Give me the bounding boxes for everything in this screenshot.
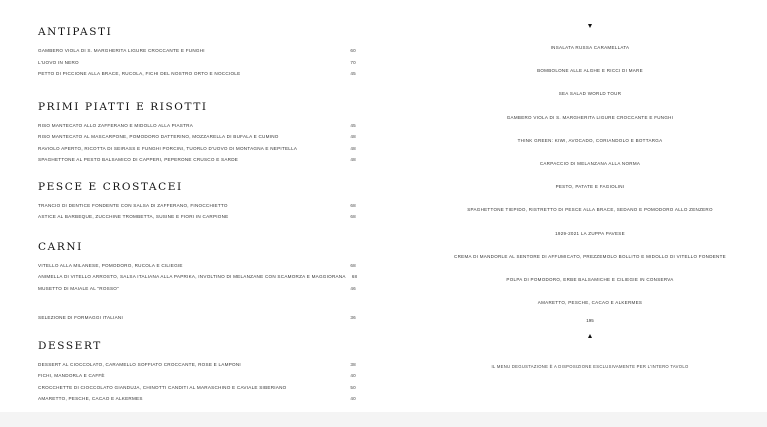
item-name: FICHI, MANDORLA E CAFFÈ — [38, 373, 105, 379]
menu-item — [38, 45, 356, 57]
item-price: 68 — [351, 274, 358, 280]
tasting-course: THINK GREEN: KIWI, AVOCADO, CORIANDOLO E BOTTARGA — [517, 137, 663, 143]
section-carni — [38, 241, 356, 324]
tasting-course: AMARETTO, PESCHE, CACAO E ALKERMES — [537, 300, 643, 306]
item-price: 36 — [350, 315, 356, 321]
menu-item — [38, 154, 356, 166]
item-name: PETTO DI PICCIONE ALLA BRACE, RUCOLA, FICHI DEL NOSTRO ORTO E NOCCIOLE — [38, 71, 241, 77]
menu-item — [38, 370, 356, 382]
menu-item — [38, 271, 356, 283]
item-price: 60 — [350, 48, 356, 54]
item-name: ASTICE AL BARBEQUE, ZUCCHINE TROMBETTA, SUSINE E FIORI IN CARPIONE — [38, 214, 229, 220]
item-price: 70 — [350, 59, 356, 65]
item-name: AMARETTO, PESCHE, CACAO E ALKERMES — [38, 396, 143, 402]
item-price: 38 — [350, 361, 356, 367]
item-price: 48 — [350, 145, 356, 151]
footer-band — [0, 412, 767, 427]
menu-item — [38, 120, 356, 132]
section-title: DESSERT — [38, 339, 102, 352]
item-price: 48 — [350, 157, 356, 163]
item-price: 68 — [350, 214, 356, 220]
item-name: VITELLO ALLA MILANESE, POMODORO, RUCOLA E CILIEGIE — [38, 262, 183, 268]
tasting-course: SPAGHETTONE TIEPIDO, RISTRETTO DI PESCE ALLA BRACE, SEDANO E POMODORO ALLO ZENZERO — [467, 207, 713, 213]
tasting-course: GAMBERO VIOLA DI S. MARGHERITA LIGURE CROCCANTE E FUNGHI — [506, 114, 674, 120]
item-name: TRANCIO DI DENTICE FONDENTE CON SALSA DI ZAFFERANO, FINOCCHIETTO — [38, 202, 228, 208]
item-price: 40 — [350, 396, 356, 402]
menu-item — [38, 393, 356, 405]
item-name: L'UOVO IN NERO — [38, 59, 79, 65]
item-name: GAMBERO VIOLA DI S. MARGHERITA LIGURE CROCCANTE E FUNGHI — [38, 48, 205, 54]
triangle-up-icon — [588, 334, 592, 338]
item-name: SPAGHETTONE AL PESTO BALSAMICO DI CAPPERI, PEPERONE CRUSCO E SARDE — [38, 157, 239, 163]
section-title: PESCE E CROSTACEI — [38, 180, 183, 193]
menu-item — [38, 211, 356, 223]
menu-item — [38, 200, 356, 212]
item-price: 46 — [350, 285, 356, 291]
section-title: ANTIPASTI — [38, 26, 113, 38]
tasting-course: BOMBOLONE ALLE ALGHE E RICCI DI MARE — [537, 68, 643, 74]
menu-item — [38, 143, 356, 155]
item-name: RAVIOLO APERTO, RICOTTA DI SEIRASS E FUNGHI PORCINI, TUORLO D'UOVO DI MONTAGNA E NEPITELLA — [38, 145, 298, 151]
item-price: 48 — [350, 134, 356, 140]
section-dessert — [38, 340, 356, 405]
menu-item — [38, 68, 356, 80]
item-price: 50 — [350, 384, 356, 390]
item-name: RISO MANTECATO ALLO ZAFFERANO E MIDOLLO ALLA PIASTRA — [38, 122, 194, 128]
item-price: 45 — [350, 71, 356, 77]
tasting-course: 1929-2021 LA ZUPPA PAVESE — [555, 230, 625, 236]
tasting-course: POLPA DI POMODORO, ERBE BALSAMICHE E CILIEGIE IN CONSERVA — [506, 276, 674, 282]
tasting-course: CARPACCIO DI MELANZANA ALLA NORMA — [539, 160, 641, 166]
item-name: RISO MANTECATO AL MASCARPONE, POMODORO DATTERINO, MOZZARELLA DI BUFALA E CUMINO — [38, 134, 279, 140]
tasting-course: INSALATA RUSSA CARAMELLATA — [550, 45, 630, 50]
section-pesce — [38, 181, 356, 223]
item-price: 40 — [350, 373, 356, 379]
item-price: 45 — [350, 122, 356, 128]
item-name: CROCCHETTE DI CIOCCOLATO GIANDUJA, CHINOTTI CANDITI AL MARASCHINO E CAVIALE SIBERIANO — [38, 384, 287, 390]
section-antipasti — [38, 26, 356, 80]
item-name: MUSETTO DI MAIALE AL "ROSSO" — [38, 285, 119, 291]
item-name: DESSERT AL CIOCCOLATO, CARAMELLO SOFFIATO CROCCANTE, ROSE E LAMPONI — [38, 361, 241, 367]
tasting-price: 195 — [586, 318, 594, 324]
tasting-menu-column — [425, 24, 755, 369]
section-title: PRIMI PIATTI E RISOTTI — [38, 100, 208, 113]
item-name: SELEZIONE DI FORMAGGI ITALIANI — [38, 315, 124, 321]
menu-item — [38, 131, 356, 143]
tasting-note: IL MENU DEGUSTAZIONE È A DISPOSIZIONE ESCLUSIVAMENTE PER L'INTERO TAVOLO — [491, 364, 689, 370]
tasting-course: PESTO, PATATE E FAGIOLINI — [555, 184, 625, 190]
menu-item — [38, 382, 356, 394]
menu-item — [38, 57, 356, 69]
item-price: 68 — [350, 262, 356, 268]
section-primi — [38, 101, 356, 166]
menu-item — [38, 359, 356, 371]
menu-item-cheese — [38, 312, 356, 324]
a-la-carte-column — [38, 26, 356, 405]
tasting-course: SEA SALAD WORLD TOUR — [558, 91, 622, 97]
menu-item — [38, 283, 356, 295]
section-title: CARNI — [38, 240, 83, 253]
item-price: 68 — [350, 202, 356, 208]
item-name: ANIMELLA DI VITELLO ARROSTO, SALSA ITALIANA ALLA PAPRIKA, INVOLTINO DI MELANZANE CON SCAMORZA E MAGGIORANA — [38, 274, 346, 280]
tasting-course: CREMA DI MANDORLE AL SENTORE DI AFFUMICATO, PREZZEMOLO BOLLITO E MIDOLLO DI VITELLO FONDENTE — [454, 253, 726, 259]
menu-item — [38, 260, 356, 272]
